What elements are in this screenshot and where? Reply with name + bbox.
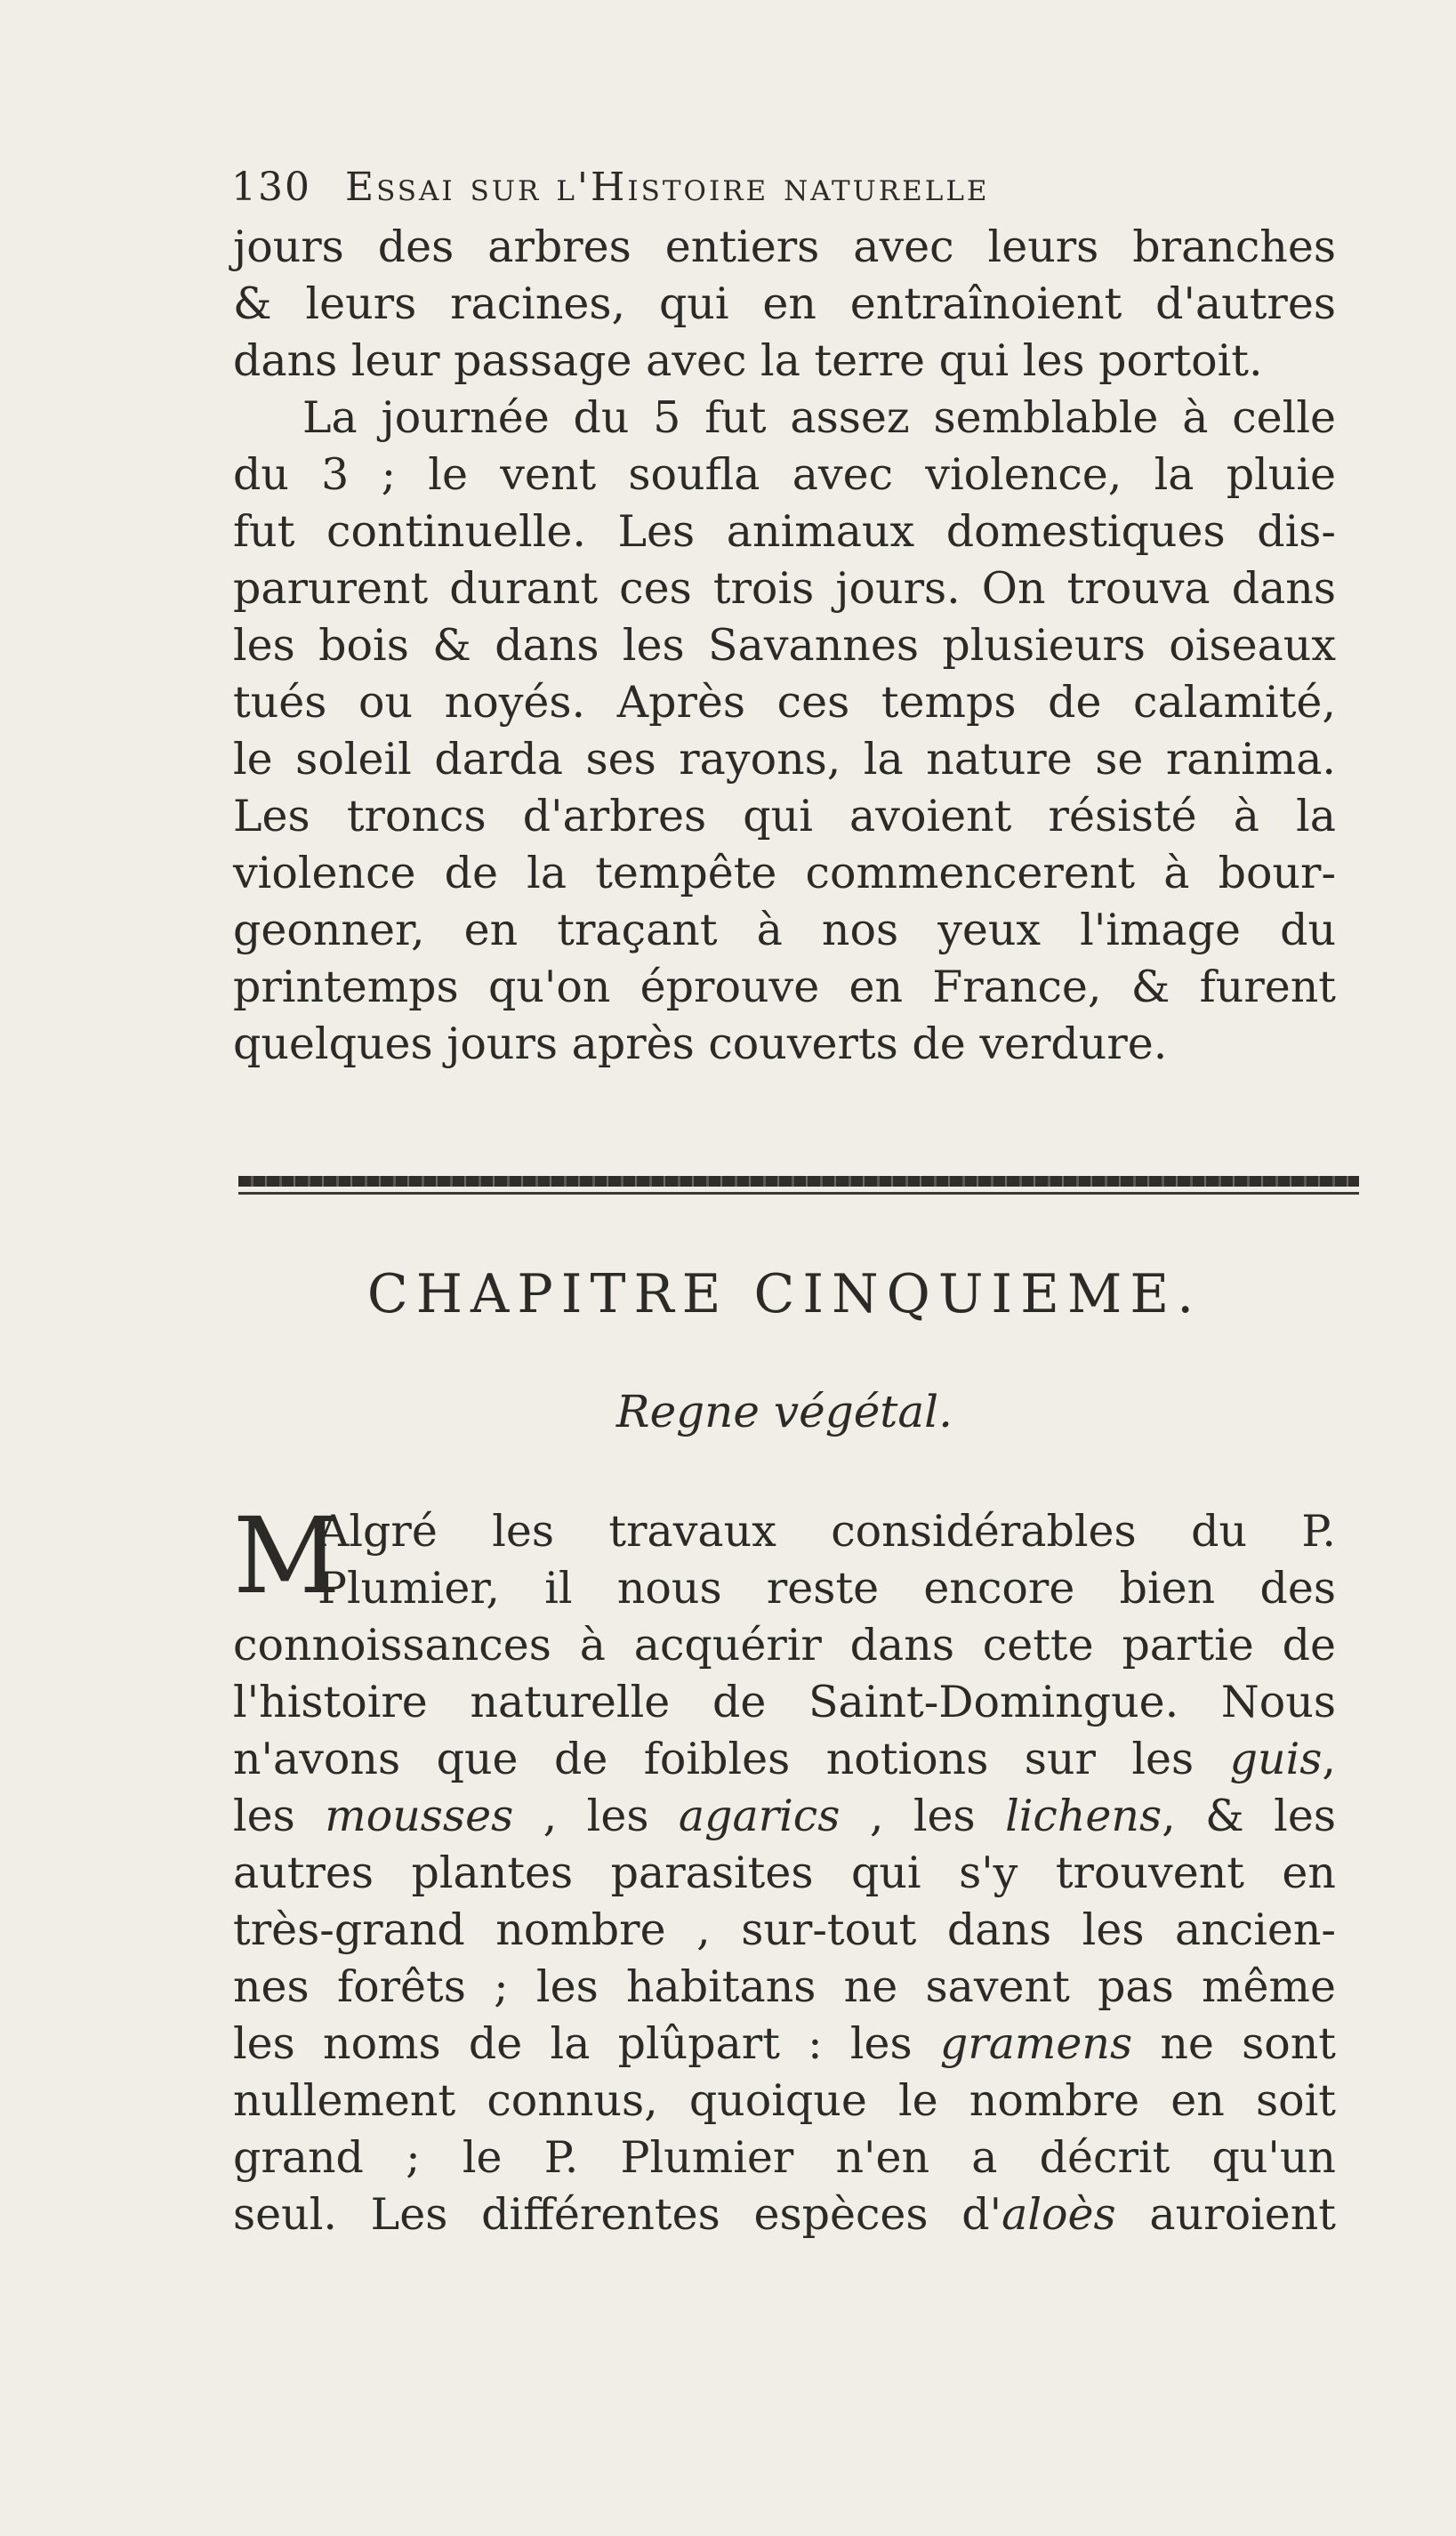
text-span: les [233,1791,326,1841]
text-line: dans leur passage avec la terre qui les portoit. [233,335,1263,386]
text-line [233,1731,1336,1788]
paragraph-journee [233,390,1336,1073]
text-line: Plumier, il nous reste encore bien des [318,1563,1336,1614]
chapter-title: CHAPITRE CINQUIEME. [366,1263,1203,1325]
text-line: l'histoire naturelle de Saint-Domingue. Nous [233,1677,1336,1727]
rule-thin [238,1192,1359,1195]
drop-cap: M [233,1494,341,1617]
text-line: geonner, en traçant à nos yeux l'image du [233,905,1336,955]
text-line: parurent durant ces trois jours. On trouva dans [233,563,1336,614]
chapter-subtitle: Regne végétal. [615,1386,953,1437]
text-line: printemps qu'on éprouve en France, & furent [233,962,1336,1012]
italic-term: agarics [678,1791,841,1841]
text-line: connoissances à acquérir dans cette partie de [233,1620,1336,1671]
text-span: les noms de la plûpart : les [233,2018,940,2069]
text-line: le soleil darda ses rayons, la nature se ranima. [233,734,1336,785]
italic-term: lichens [1005,1791,1162,1841]
text-span: seul. Les différentes espèces d' [233,2189,1002,2240]
text-line: très-grand nombre , sur-tout dans les ancien- [233,1904,1336,1955]
text-line: violence de la tempête commencerent à bour- [233,848,1336,898]
text-line [233,2016,1336,2073]
paragraph-continuation [233,219,1336,390]
text-line: La journée du 5 fut assez semblable à celle [302,392,1336,443]
text-line: nullement connus, quoique le nombre en soit [233,2075,1336,2126]
running-head [231,165,1343,218]
text-line: Les troncs d'arbres qui avoient résisté à la [233,791,1336,841]
italic-term: guis [1229,1734,1323,1784]
text-line: autres plantes parasites qui s'y trouvent en [233,1848,1336,1898]
text-line: & leurs racines, qui en entraînoient d'autres [233,278,1336,329]
text-line: grand ; le P. Plumier n'en a décrit qu'un [233,2132,1336,2183]
text-span: , les [513,1791,679,1841]
text-span: n'avons que de foibles notions sur les [233,1734,1230,1784]
text-line: du 3 ; le vent soufla avec violence, la pluie [233,449,1336,500]
page-number: 130 [231,165,311,210]
italic-term: aloès [1002,2189,1116,2240]
text-line: les bois & dans les Savannes plusieurs oiseaux [233,620,1336,671]
text-line: Algré les travaux considérables du P. [318,1506,1336,1557]
rule-thick [238,1176,1359,1187]
text-line: nes forêts ; les habitans ne savent pas même [233,1961,1336,2012]
text-line: fut continuelle. Les animaux domestiques dis- [233,506,1336,557]
paragraph-regne-vegetal [233,1494,1336,2243]
text-span: , & les [1162,1791,1336,1841]
text-line: jours des arbres entiers avec leurs branches [233,221,1336,272]
ornamental-rule [238,1176,1359,1199]
italic-term: gramens [939,2018,1133,2069]
text-span: , [1322,1734,1336,1784]
text-line [233,1788,1336,1845]
text-line: quelques jours après couverts de verdure. [233,1018,1168,1069]
text-span: auroient [1115,2189,1336,2240]
text-span: ne sont [1132,2018,1336,2069]
text-line [233,2186,1336,2243]
text-span: , les [840,1791,1006,1841]
running-title: Essai sur l'Histoire naturelle [344,165,990,210]
italic-term: mousses [325,1791,514,1841]
text-line: tués ou noyés. Après ces temps de calamité, [233,677,1336,728]
